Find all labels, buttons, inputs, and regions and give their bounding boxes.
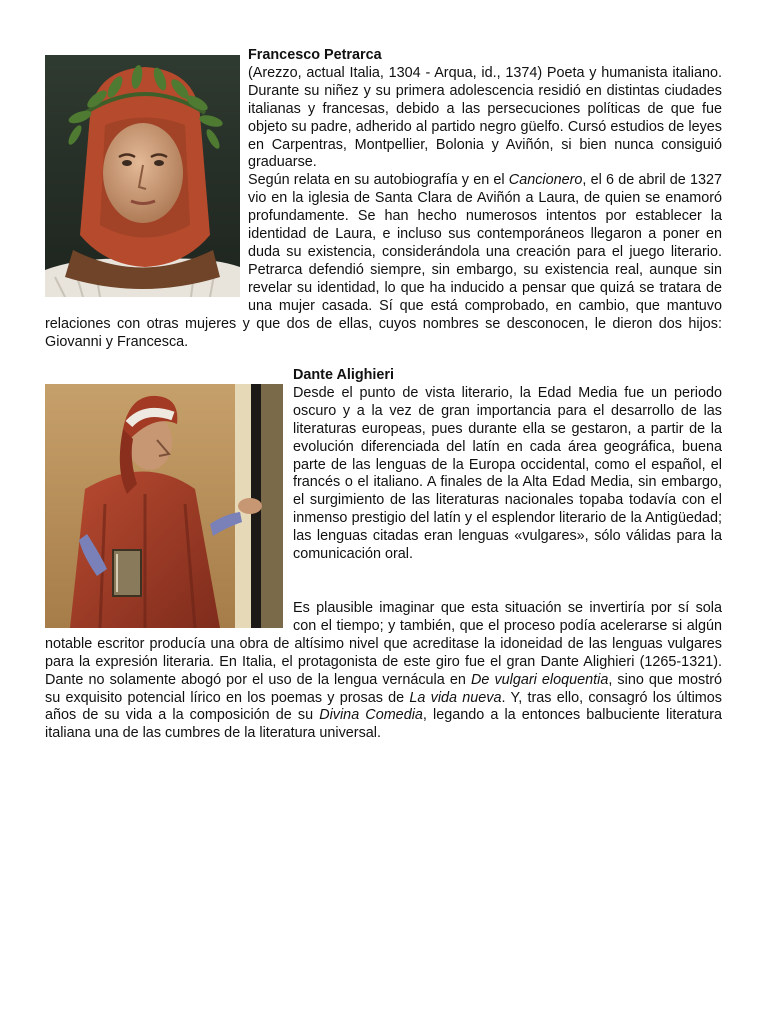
petrarca-portrait [45,55,240,297]
dante-title: Dante Alighieri [293,367,395,383]
petrarca-section [45,47,722,351]
dante-portrait [45,384,283,628]
de-vulgari-eloquentia-title: De vulgari eloquentia [470,671,609,688]
dante-section [45,367,722,743]
divina-comedia-title: Divina Comedia [319,707,423,724]
dante-paragraph-1: Desde el punto de vista literario, la Edad Media fue un periodo oscuro y a la vez de gran importancia para el desarrollo de las literaturas europeas, pues durante ella se gestaron, a partir de la evolución diferenciada del latín en cada área geográfica, buena parte de las lenguas de la Europa occidental, como el español, el francés o el italiano. A finales de la Alta Edad Media, sin embargo, el surgimiento de las literaturas nacionales topaba todavía con el inmenso prestigio del latín y el esplendor literario de la Antigüedad; las lenguas citadas eran lenguas «vulgares», sólo válidas para la comunicación oral. [293,384,722,563]
cancionero-title: Cancionero [508,172,583,189]
petrarca-paragraph-2: Según relata en su autobiografía y en el Cancionero, el 6 de abril de 1327 vio en la iglesia de Santa Clara de Aviñón a Laura, de quien se enamoró profundamente. Se han hecho numerosos intentos por establecer la identidad de Laura, e incluso sus contemporáneos llegaron a poner en duda su existencia, considerándola una creación para el juego literario. Petrarca defendió siempre, sin embargo, su existencia real, aunque sin revelar su identidad, lo que ha inducido a pensar que quizá se tratara de una mujer casada. Sí que está comprobado, en cambio, que mantuvo relaciones con otras mujeres y que dos de ellas, cuyos nombres se desconocen, le dieron dos hijos: Giovanni y Francesca. [45,172,722,350]
la-vida-nueva-title: La vida nueva [409,689,502,706]
dante-paragraph-2: Es plausible imaginar que esta situación se invertiría por sí sola con el tiempo; y también, que el proceso podía acelerarse si algún notable escritor producía una obra de altísimo nivel que acreditase la idoneidad de las lenguas vulgares para la expresión literaria. En Italia, el protagonista de este giro fue el gran Dante Alighieri (1265-1321). Dante no solamente abogó por el uso de la lengua vernácula en De vulgari eloquentia, sino que mostró su exquisito potencial lírico en los poemas y prosas de La vida nueva. Y, tras ello, consagró los últimos años de su vida a la composición de su Divina Comedia, legando a la entonces balbuciente literatura italiana una de las cumbres de la literatura universal. [45,599,723,742]
petrarca-bio: (Arezzo, actual Italia, 1304 - Arqua, id., 1374) Poeta y humanista italiano. Durante su niñez y su primera adolescencia residió en distintas ciudades italianas y francesas, debido a las persecuciones políticas de que fue objeto su padre, adherido al partido negro güelfo. Cursó estudios de leyes en Carpentras, Montpellier, Bolonia y Aviñón, si bien nunca consiguió graduarse. [248,64,722,171]
petrarca-title: Francesco Petrarca [248,47,382,63]
